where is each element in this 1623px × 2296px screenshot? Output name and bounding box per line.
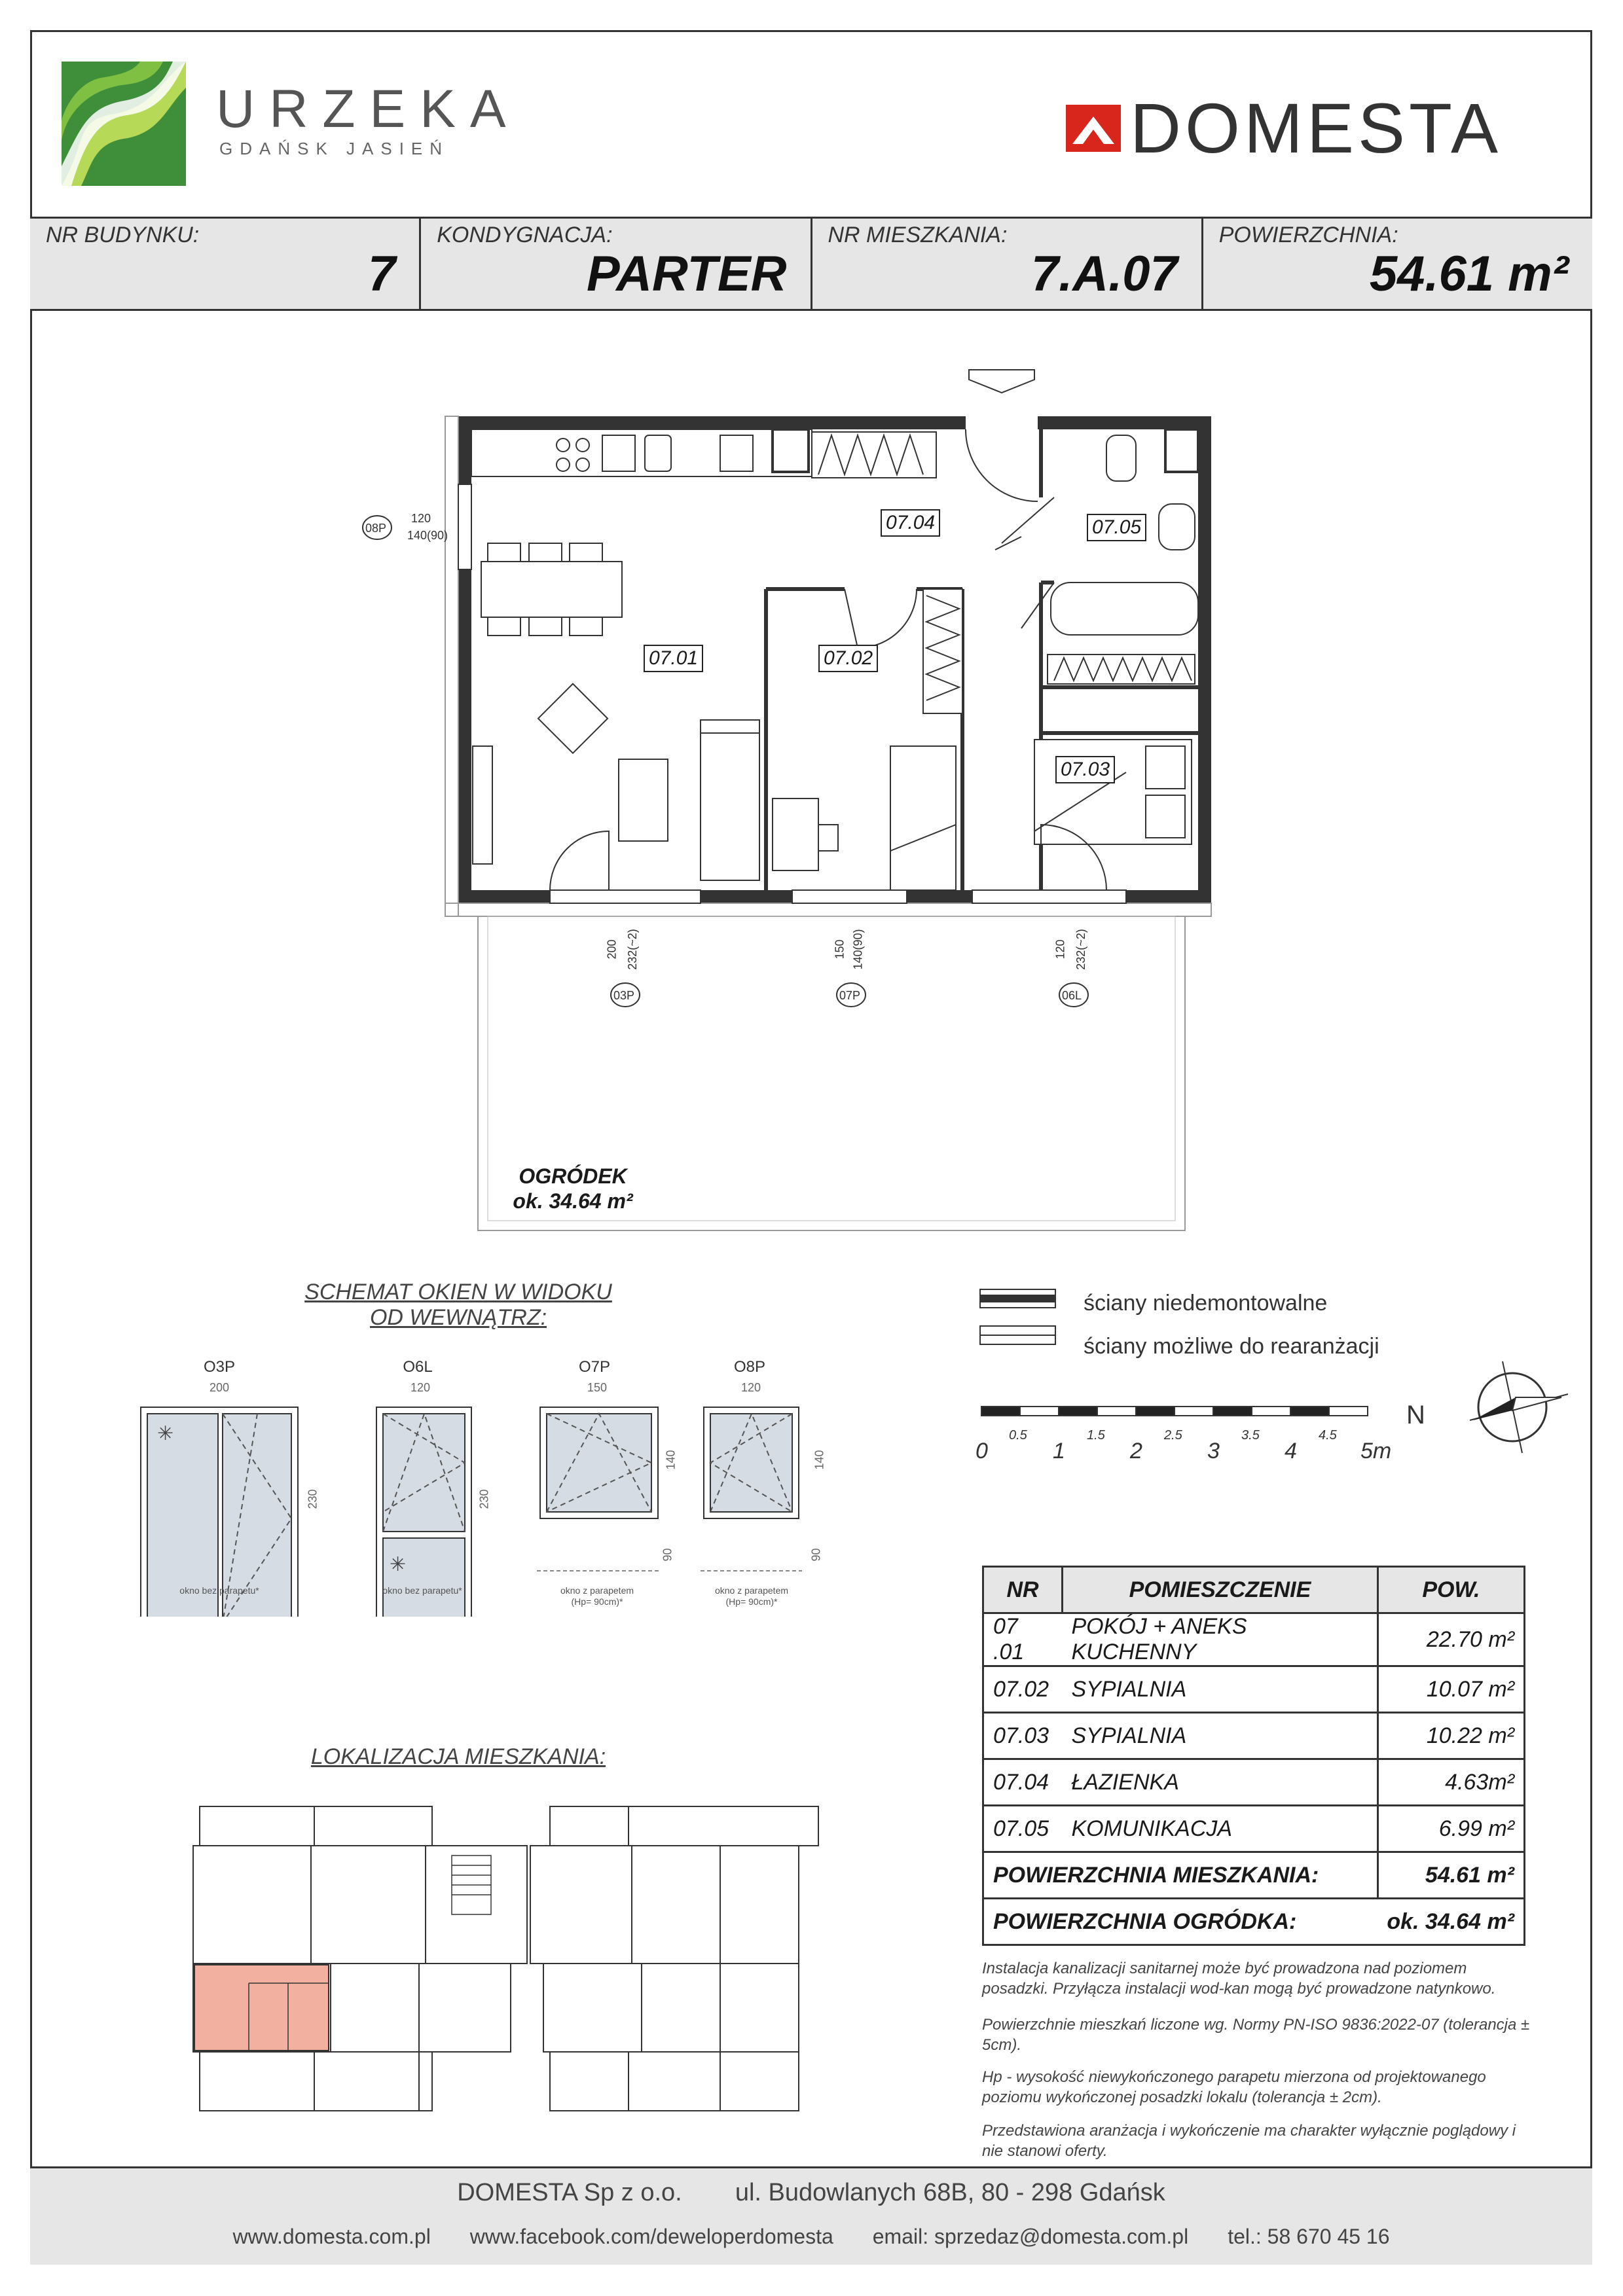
scale-minor-label: 1.5 bbox=[1087, 1428, 1105, 1443]
dim-08p-height: 140(90) bbox=[407, 529, 448, 542]
scale-bar bbox=[979, 1404, 1372, 1430]
brand-subtitle: GDAŃSK JASIEŃ bbox=[219, 139, 450, 158]
table-row bbox=[983, 1759, 1525, 1806]
floor-plan bbox=[354, 360, 1257, 1244]
window-name-o3p: O3P bbox=[203, 1358, 236, 1376]
window-note-o7p bbox=[532, 1585, 663, 1607]
developer-name: DOMESTA bbox=[1130, 88, 1503, 168]
window-name-o8p: O8P bbox=[733, 1358, 766, 1376]
note-sill-height: Hp - wysokość niewykończonego parapetu mierzona od projektowanego poziomu wykończonej posadzki lokalu (tolerancja ± 2cm). bbox=[982, 2068, 1486, 2107]
info-building bbox=[30, 219, 421, 309]
footer-contact-line bbox=[30, 2225, 1592, 2249]
window-tag-03p: 03P bbox=[613, 989, 635, 1002]
location-section-title: LOKALIZACJA MIESZKANIA: bbox=[310, 1744, 606, 1769]
developer-logo bbox=[1066, 88, 1503, 168]
window-schema-drawings bbox=[131, 1355, 818, 1617]
dim-07p-width: 150 bbox=[833, 939, 847, 960]
footer-email-link[interactable]: email: sprzedaz@domesta.com.pl bbox=[872, 2225, 1189, 2248]
scale-minor-label: 4.5 bbox=[1319, 1428, 1337, 1443]
garden-title: OGRÓDEK bbox=[519, 1164, 627, 1188]
table-header-room: POMIESZCZENIE bbox=[1063, 1567, 1378, 1613]
row-room: SYPIALNIA bbox=[1063, 1713, 1378, 1759]
window-height-o6l: 230 bbox=[477, 1489, 491, 1509]
urzeka-logo-icon bbox=[62, 62, 186, 186]
window-height-o3p: 230 bbox=[306, 1489, 319, 1509]
note-sewage: Instalacja kanalizacji sanitarnej może być prowadzona nad poziomem posadzki. Przyłącza instalacji wod-kan mogą być prowadzone natynkowo. bbox=[982, 1960, 1496, 1998]
window-name-o6l: O6L bbox=[403, 1358, 433, 1376]
scale-minor-label: 2.5 bbox=[1164, 1428, 1182, 1443]
info-value: 7 bbox=[367, 246, 396, 302]
row-area: 4.63m² bbox=[1377, 1759, 1524, 1806]
table-header-area: POW. bbox=[1377, 1567, 1524, 1613]
window-height-o7p: 140 bbox=[664, 1450, 678, 1470]
table-header-nr: NR bbox=[983, 1567, 1063, 1613]
window-width-o8p: 120 bbox=[741, 1381, 761, 1394]
footer-phone: tel.: 58 670 45 16 bbox=[1228, 2225, 1390, 2248]
location-site-plan bbox=[190, 1803, 831, 2117]
north-arrow-icon bbox=[1450, 1355, 1575, 1460]
row-area: 22.70 m² bbox=[1377, 1613, 1524, 1666]
footer-company-line bbox=[30, 2179, 1592, 2207]
dim-06l-width: 120 bbox=[1053, 939, 1067, 960]
info-floor bbox=[421, 219, 812, 309]
table-row bbox=[983, 1666, 1525, 1713]
row-room: SYPIALNIA bbox=[1063, 1666, 1378, 1713]
row-area: 6.99 m² bbox=[1377, 1806, 1524, 1852]
sum-garden-value: ok. 34.64 m² bbox=[1377, 1899, 1524, 1945]
table-row bbox=[983, 1806, 1525, 1852]
dim-08p-width: 120 bbox=[411, 512, 431, 525]
info-value: PARTER bbox=[587, 246, 787, 302]
row-room: POKÓJ + ANEKS KUCHENNY bbox=[1063, 1613, 1378, 1666]
highlighted-apartment bbox=[194, 1965, 329, 2051]
rooms-table bbox=[982, 1566, 1525, 1946]
sum-flat-value: 54.61 m² bbox=[1377, 1852, 1524, 1899]
windows-section-title bbox=[288, 1280, 629, 1331]
row-nr: 07.05 bbox=[983, 1806, 1063, 1852]
north-label: N bbox=[1406, 1401, 1425, 1429]
info-area bbox=[1203, 219, 1592, 309]
table-sum-row bbox=[983, 1899, 1525, 1945]
table-row bbox=[983, 1613, 1525, 1666]
window-tag-06l: 06L bbox=[1062, 989, 1082, 1002]
footer-website-link[interactable]: www.domesta.com.pl bbox=[232, 2225, 431, 2248]
brand-name: URZEKA bbox=[216, 79, 520, 139]
window-width-o7p: 150 bbox=[587, 1381, 608, 1394]
windows-title-line2: OD WEWNĄTRZ: bbox=[369, 1305, 547, 1331]
room-label-07-03: 07.03 bbox=[1055, 756, 1115, 783]
window-name-o7p: O7P bbox=[578, 1358, 611, 1376]
room-label-07-05: 07.05 bbox=[1087, 514, 1146, 541]
scale-major-label: 5m bbox=[1360, 1439, 1392, 1463]
legend-walls-fixed: ściany niedemontowalne bbox=[1084, 1291, 1328, 1316]
windows-title-line1: SCHEMAT OKIEN W WIDOKU bbox=[304, 1280, 612, 1304]
window-height-o8p: 140 bbox=[812, 1450, 826, 1470]
row-nr: 07 .01 bbox=[983, 1613, 1063, 1666]
footer-facebook-link[interactable]: www.facebook.com/deweloperdomesta bbox=[469, 2225, 833, 2248]
table-sum-row bbox=[983, 1852, 1525, 1899]
room-label-07-04: 07.04 bbox=[881, 509, 940, 537]
window-note-line1: okno z parapetem bbox=[714, 1585, 789, 1596]
info-value: 54.61 m² bbox=[1369, 246, 1569, 302]
svg-text:✳: ✳ bbox=[390, 1554, 407, 1575]
dim-03p-height: 232(~2) bbox=[625, 929, 639, 970]
row-room: KOMUNIKACJA bbox=[1063, 1806, 1378, 1852]
window-tag-08p: 08P bbox=[365, 522, 387, 535]
window-sill-o7p: 90 bbox=[661, 1548, 674, 1562]
window-width-o6l: 120 bbox=[410, 1381, 431, 1394]
window-note-o3p: okno bez parapetu* bbox=[179, 1585, 259, 1596]
dim-03p-width: 200 bbox=[605, 939, 619, 960]
footer-address: ul. Budowlanych 68B, 80 - 298 Gdańsk bbox=[735, 2179, 1165, 2206]
info-label: NR BUDYNKU: bbox=[46, 223, 200, 247]
row-nr: 07.04 bbox=[983, 1759, 1063, 1806]
scale-major-label: 1 bbox=[1053, 1439, 1065, 1463]
svg-text:✳: ✳ bbox=[157, 1423, 174, 1444]
window-note-line1: okno z parapetem bbox=[560, 1585, 634, 1596]
note-area-standard: Powierzchnie mieszkań liczone wg. Normy PN-ISO 9836:2022-07 (tolerancja ± 5cm). bbox=[982, 2016, 1530, 2054]
domesta-logo-icon bbox=[1066, 105, 1121, 152]
dim-07p-height: 140(90) bbox=[851, 929, 865, 970]
info-label: KONDYGNACJA: bbox=[437, 223, 613, 247]
row-area: 10.22 m² bbox=[1377, 1713, 1524, 1759]
note-disclaimer: Przedstawiona aranżacja i wykończenie ma charakter wyłącznie poglądowy i nie stanowi oferty. bbox=[982, 2122, 1516, 2161]
footer-company: DOMESTA Sp z o.o. bbox=[457, 2179, 682, 2206]
window-note-line2: (Hp= 90cm)* bbox=[571, 1596, 623, 1607]
info-value: 7.A.07 bbox=[1030, 246, 1178, 302]
row-nr: 07.03 bbox=[983, 1713, 1063, 1759]
row-area: 10.07 m² bbox=[1377, 1666, 1524, 1713]
legend-walls-movable: ściany możliwe do rearanżacji bbox=[1084, 1334, 1379, 1359]
window-note-o6l: okno bez parapetu* bbox=[382, 1585, 462, 1596]
garden-area: ok. 34.64 m² bbox=[513, 1189, 633, 1213]
info-label: NR MIESZKANIA: bbox=[828, 223, 1008, 247]
scale-minor-label: 3.5 bbox=[1241, 1428, 1260, 1443]
scale-major-label: 0 bbox=[976, 1439, 988, 1463]
table-header-row bbox=[983, 1567, 1525, 1613]
info-label: POWIERZCHNIA: bbox=[1218, 223, 1398, 247]
window-note-o8p bbox=[686, 1585, 817, 1607]
sum-garden-label: POWIERZCHNIA OGRÓDKA: bbox=[983, 1899, 1378, 1945]
table-row bbox=[983, 1713, 1525, 1759]
scale-minor-label: 0.5 bbox=[1009, 1428, 1027, 1443]
apartment-info-bar bbox=[30, 217, 1592, 311]
window-sill-o8p: 90 bbox=[809, 1548, 823, 1562]
legend-swatches bbox=[979, 1288, 1064, 1347]
scale-major-label: 2 bbox=[1130, 1439, 1142, 1463]
dim-06l-height: 232(~2) bbox=[1074, 929, 1087, 970]
window-note-line2: (Hp= 90cm)* bbox=[725, 1596, 778, 1607]
sum-flat-label: POWIERZCHNIA MIESZKANIA: bbox=[983, 1852, 1378, 1899]
row-nr: 07.02 bbox=[983, 1666, 1063, 1713]
row-room: ŁAZIENKA bbox=[1063, 1759, 1378, 1806]
garden-label bbox=[498, 1164, 648, 1214]
page-footer bbox=[30, 2166, 1592, 2265]
room-label-07-01: 07.01 bbox=[644, 645, 703, 672]
scale-major-label: 4 bbox=[1285, 1439, 1297, 1463]
room-label-07-02: 07.02 bbox=[818, 645, 878, 672]
window-width-o3p: 200 bbox=[210, 1381, 230, 1394]
window-tag-07p: 07P bbox=[839, 989, 861, 1002]
info-apartment-number bbox=[812, 219, 1203, 309]
scale-major-label: 3 bbox=[1207, 1439, 1220, 1463]
